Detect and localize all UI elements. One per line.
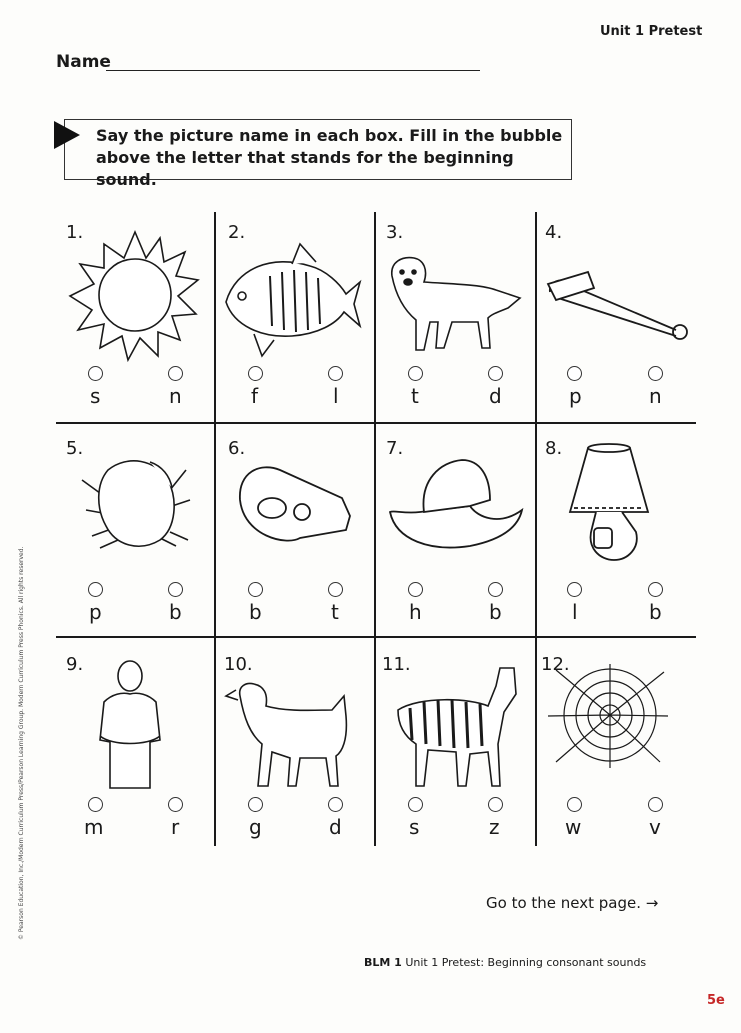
lamp-picture	[570, 444, 648, 560]
answer-bubble-left[interactable]	[567, 366, 582, 381]
letter-left: b	[249, 600, 262, 624]
letter-left: s	[90, 384, 101, 408]
item-number: 5.	[66, 438, 84, 459]
item-number: 7.	[386, 438, 404, 459]
answer-bubble-left[interactable]	[88, 797, 103, 812]
letter-left: l	[572, 600, 578, 624]
answer-bubble-left[interactable]	[88, 366, 103, 381]
letter-right: b	[489, 600, 502, 624]
answer-bubble-right[interactable]	[328, 582, 343, 597]
item-number: 1.	[66, 222, 84, 243]
item-number: 10.	[224, 654, 253, 675]
goat-picture	[226, 684, 346, 787]
footer-caption	[364, 956, 646, 969]
letter-left: t	[411, 384, 419, 408]
letter-left: w	[565, 815, 582, 839]
letter-right: r	[171, 815, 180, 839]
letter-left: m	[84, 815, 104, 839]
fish-picture	[226, 244, 360, 356]
man-picture	[100, 661, 160, 788]
answer-bubble-left[interactable]	[408, 366, 423, 381]
letter-right: n	[169, 384, 182, 408]
safety-pin-picture	[548, 272, 687, 339]
answer-bubble-left[interactable]	[408, 582, 423, 597]
instructions-line-2: above the letter that stands for the beginning sound.	[96, 148, 514, 189]
copyright-notice: © Pearson Education, Inc./Modern Curriculum Press/Pearson Learning Group. Modern Curriculum Press Phonics. All rights reserved.	[18, 546, 25, 940]
item-number: 11.	[382, 654, 411, 675]
answer-bubble-right[interactable]	[328, 366, 343, 381]
letter-right: b	[169, 600, 182, 624]
letter-left: g	[249, 815, 262, 839]
unit-title: Unit 1 Pretest	[600, 24, 703, 39]
answer-bubble-right[interactable]	[328, 797, 343, 812]
answer-bubble-left[interactable]	[88, 582, 103, 597]
page-number: 5e	[707, 993, 725, 1008]
letter-left: p	[569, 384, 582, 408]
item-number: 9.	[66, 654, 84, 675]
name-label: Name	[56, 52, 111, 72]
answer-bubble-right[interactable]	[168, 582, 183, 597]
letter-left: f	[251, 384, 259, 408]
sun-picture	[70, 232, 198, 360]
next-page-note: Go to the next page. →	[486, 894, 659, 912]
item-number: 3.	[386, 222, 404, 243]
zebra-picture	[398, 668, 516, 786]
answer-bubble-right[interactable]	[168, 797, 183, 812]
answer-bubble-left[interactable]	[567, 582, 582, 597]
letter-right: b	[649, 600, 662, 624]
letter-right: d	[329, 815, 342, 839]
item-number: 6.	[228, 438, 246, 459]
item-number: 8.	[545, 438, 563, 459]
answer-bubble-left[interactable]	[567, 797, 582, 812]
item-number: 4.	[545, 222, 563, 243]
letter-right: z	[489, 815, 500, 839]
letter-right: d	[489, 384, 502, 408]
answer-bubble-left[interactable]	[408, 797, 423, 812]
cowboy-hat-picture	[390, 460, 522, 548]
answer-bubble-right[interactable]	[488, 797, 503, 812]
spider-web-picture	[548, 664, 668, 768]
answer-bubble-right[interactable]	[648, 797, 663, 812]
answer-bubble-right[interactable]	[648, 366, 663, 381]
answer-bubble-left[interactable]	[248, 797, 263, 812]
letter-left: s	[409, 815, 420, 839]
answer-bubble-left[interactable]	[248, 366, 263, 381]
blm-label: BLM 1	[364, 956, 402, 969]
letter-right: l	[333, 384, 339, 408]
letter-right: v	[649, 815, 661, 839]
answer-bubble-left[interactable]	[248, 582, 263, 597]
letter-right: t	[331, 600, 339, 624]
beetle-picture	[82, 461, 190, 548]
answer-bubble-right[interactable]	[488, 366, 503, 381]
instructions-line-1: Say the picture name in each box. Fill in the bubble	[96, 126, 563, 145]
letter-right: n	[649, 384, 662, 408]
letter-left: h	[409, 600, 422, 624]
dog-picture	[392, 258, 520, 350]
item-number: 2.	[228, 222, 246, 243]
letter-left: p	[89, 600, 102, 624]
answer-bubble-right[interactable]	[168, 366, 183, 381]
answer-bubble-right[interactable]	[488, 582, 503, 597]
blm-text: Unit 1 Pretest: Beginning consonant sounds	[405, 956, 647, 969]
tape-dispenser-picture	[240, 467, 350, 540]
answer-bubble-right[interactable]	[648, 582, 663, 597]
item-number: 12.	[541, 654, 570, 675]
